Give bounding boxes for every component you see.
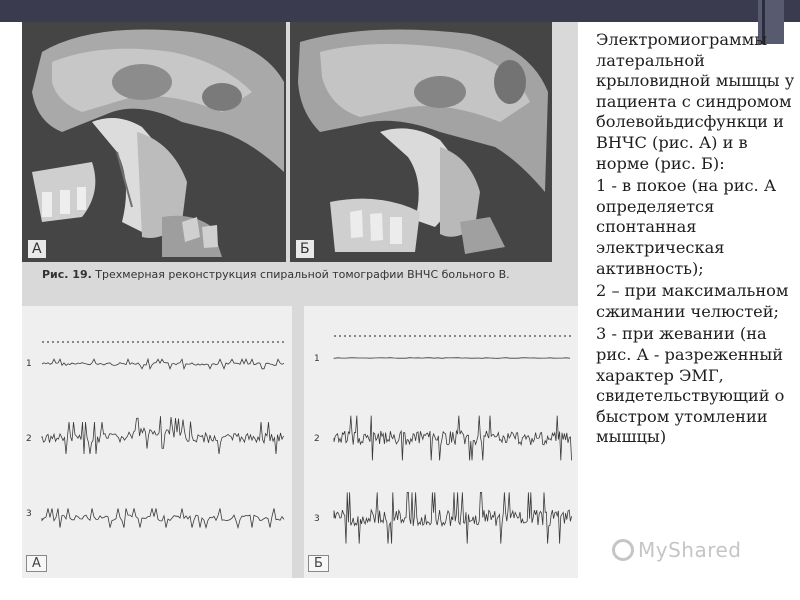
emg-a-trace-label-3: 3 <box>26 509 32 519</box>
emg-panel-letter-b: Б <box>308 555 329 572</box>
emg-image-a <box>22 306 292 578</box>
figure-caption-text: Трехмерная реконструкция спиральной томографии ВНЧС больного В. <box>95 268 510 281</box>
skull-image-b <box>290 22 552 262</box>
skull-image-a <box>22 22 286 262</box>
emg-b-trace-label-2: 2 <box>314 434 320 444</box>
skull-panel-letter-b: Б <box>296 240 314 258</box>
emg-b-trace-3 <box>334 492 572 543</box>
description-intro: Электромиограммы латеральной крыловидной мышцы у пациента с синдромом болевойьдисфункци и ВНЧС (рис. А) и в норме (рис. Б): <box>596 30 795 173</box>
figure-caption <box>42 268 562 281</box>
skull-illustration-a <box>22 22 286 262</box>
watermark-text: MyShared <box>638 538 742 562</box>
emg-image-b <box>304 306 578 578</box>
skull-panel-letter-a: А <box>28 240 46 258</box>
description-item-1: 1 - в покое (на рис. А определяется спонтанная электрическая активность); <box>596 176 777 278</box>
slide-top-bar <box>0 0 800 22</box>
figure-caption-label: Рис. 19. <box>42 268 92 281</box>
scanned-figure <box>22 22 578 578</box>
watermark <box>612 538 742 562</box>
description-item-2: 2 – при максимальном сжимании челюстей; <box>596 281 789 321</box>
slide-description <box>596 30 796 450</box>
emg-a-trace-1 <box>42 359 284 369</box>
emg-traces-b <box>304 306 578 578</box>
emg-a-trace-2 <box>42 416 284 454</box>
emg-b-trace-label-1: 1 <box>314 354 320 364</box>
emg-b-trace-2 <box>334 416 572 461</box>
emg-b-trace-1 <box>334 358 570 359</box>
emg-a-trace-3 <box>42 508 284 527</box>
emg-a-trace-label-2: 2 <box>26 434 32 444</box>
emg-b-trace-label-3: 3 <box>314 514 320 524</box>
emg-a-trace-label-1: 1 <box>26 359 32 369</box>
emg-traces-a <box>22 306 292 578</box>
skull-illustration-b <box>290 22 552 262</box>
description-item-3: 3 - при жевании (на рис. А - разреженный характер ЭМГ, свидетельствующий о быстром утомлении мышцы) <box>596 324 785 447</box>
watermark-logo-icon <box>612 539 634 561</box>
emg-panel-letter-a: А <box>26 555 47 572</box>
